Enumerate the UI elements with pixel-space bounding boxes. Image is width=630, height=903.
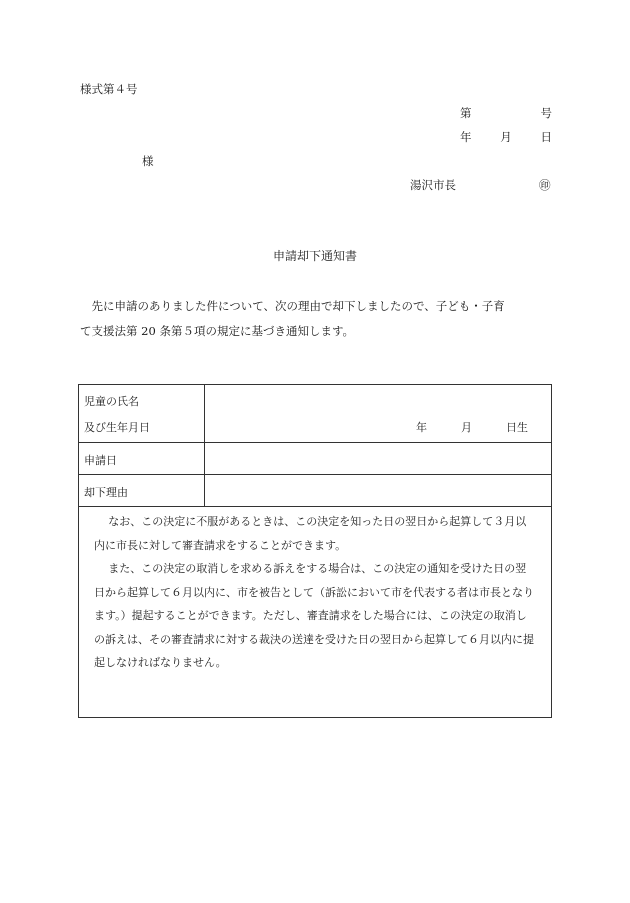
child-label-cell <box>79 385 205 443</box>
application-date-label: 申請日 <box>84 454 117 467</box>
issue-date-month: 月 <box>500 130 512 144</box>
child-name-label: 児童の氏名 <box>84 395 139 408</box>
application-date-label-cell <box>79 443 205 475</box>
birth-day: 日生 <box>506 421 528 434</box>
form-number: 様式第４号 <box>80 82 138 96</box>
application-date-row <box>79 443 552 475</box>
rejection-reason-label: 却下理由 <box>84 486 128 499</box>
issue-date-day: 日 <box>540 130 552 144</box>
document-number-line <box>460 108 552 120</box>
information-table <box>78 384 552 718</box>
notice-row <box>79 507 552 718</box>
body-text <box>80 294 556 344</box>
addressee-honorific: 様 <box>142 154 154 168</box>
body-line-1: 先に申請のありました件について、次の理由で却下しましたので、子ども・子育 <box>80 299 505 313</box>
rejection-reason-value-cell <box>205 475 552 507</box>
body-line-2: て支援法第 20 条第５項の規定に基づき通知します。 <box>80 324 355 338</box>
rejection-reason-row <box>79 475 552 507</box>
seal-mark: ㊞ <box>539 178 551 192</box>
appeal-notice-paragraph-2: また、この決定の取消しを求める訴えをする場合は、この決定の通知を受けた日の翌日から起算して６月以内に、市を被告として（訴訟において市を代表する者は市長となります。）提起することができます。ただし、審査請求をした場合には、この決定の取消しの訴えは、その審査請求に対する裁決の送達を受けた日の翌日から起算して６月以内に提起しなければなりません。 <box>94 562 534 669</box>
document-title: 申請却下通知書 <box>272 249 357 263</box>
application-date-value-cell <box>205 443 552 475</box>
issue-date-year: 年 <box>460 130 472 144</box>
child-value-cell <box>205 385 552 443</box>
rejection-reason-label-cell <box>79 475 205 507</box>
appeal-notice-paragraph-1: なお、この決定に不服があるときは、この決定を知った日の翌日から起算して３月以内に市長に対して審査請求をすることができます。 <box>94 515 527 552</box>
document-number-suffix: 号 <box>540 106 552 120</box>
child-row <box>79 385 552 443</box>
appeal-notice-cell <box>79 507 552 718</box>
birthdate-label: 及び生年月日 <box>84 421 150 434</box>
issue-date-line <box>460 132 552 144</box>
birth-year: 年 <box>416 421 427 434</box>
birth-month: 月 <box>461 421 472 434</box>
document-number-prefix: 第 <box>460 106 472 120</box>
issuer-name: 湯沢市長 <box>410 178 456 192</box>
